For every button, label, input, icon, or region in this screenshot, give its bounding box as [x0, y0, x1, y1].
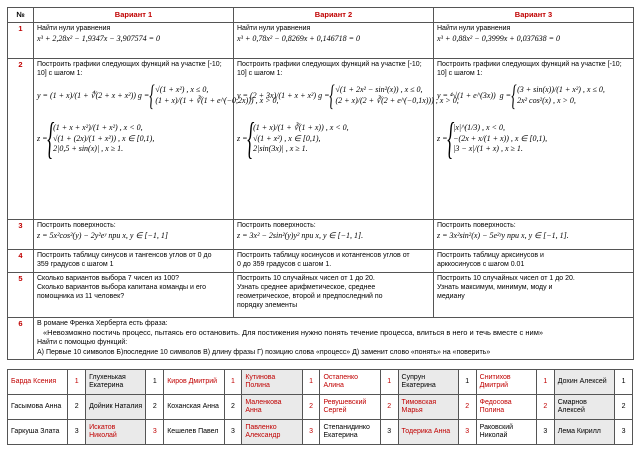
task-text: Построить графики следующих функций на участке [-10; 10] с шагом 1: — [237, 60, 422, 77]
task-number: 6 — [8, 317, 34, 359]
equation: x³ + 0,78x² − 0,8269x + 0,146718 = 0 — [237, 33, 361, 43]
student-variant: 3 — [224, 420, 242, 445]
g-label: g = — [318, 90, 330, 100]
task-number: 4 — [8, 249, 34, 272]
student-name: Гаркуша Злата — [8, 420, 68, 445]
student-name: Павленко Александр — [242, 420, 302, 445]
student-name: Супрун Екатерина — [398, 370, 458, 395]
z-case-3: 2|0,5 + sin(x)| , x ≥ 1. — [53, 144, 124, 154]
task6-subtasks: А) Первые 10 символов Б)последние 10 символов В) длину фразы Г) позицию слова «процесс» Д) заменит слово «понять» на «поверить» — [37, 348, 491, 356]
z-case-2: √(1 + x²) , x ∈ [0,1), — [253, 133, 321, 143]
student-row — [8, 370, 633, 395]
task-text: Найти нули уравнения — [437, 24, 511, 32]
z-label: z = — [37, 133, 48, 143]
y-formula: y = ⁴√(1 + e^(3x)) — [437, 90, 496, 100]
z-label: z = — [437, 133, 448, 143]
g-label: g = — [499, 90, 512, 100]
task5-v1 — [34, 272, 234, 317]
student-name: Смарнов Алексей — [554, 395, 614, 420]
student-name: Остапенко Алина — [320, 370, 380, 395]
g-case-2: (1 + x)/(1 + ∛(1 + e^(−0,2x))) , x > 0, — [155, 95, 279, 105]
student-row — [8, 395, 633, 420]
brace: { — [246, 113, 254, 163]
task1-v2 — [234, 22, 434, 58]
student-variant: 3 — [536, 420, 554, 445]
student-name: Барда Ксения — [8, 370, 68, 395]
task-number: 2 — [8, 58, 34, 219]
equation: x³ + 2,28x² − 1,9347x − 3,907574 = 0 — [37, 33, 161, 43]
task1-v1 — [34, 22, 234, 58]
task1-v3 — [434, 22, 634, 58]
z-case-1: |x|^(1/3) , x < 0, — [453, 122, 505, 132]
student-name: Федосова Полина — [476, 395, 536, 420]
student-name: Снитихов Дмитрий — [476, 370, 536, 395]
student-variant: 1 — [615, 370, 633, 395]
student-variant: 2 — [68, 395, 86, 420]
brace: { — [446, 113, 454, 163]
z-case-3: |3 − x|/(1 + x) , x ≥ 1. — [453, 144, 523, 154]
task-row-3 — [8, 219, 634, 249]
brace: { — [46, 113, 54, 163]
y-formula: y = (1 + x)/(1 + ∜(2 + x + x²)) — [37, 90, 136, 100]
student-name: Дохин Алексей — [554, 370, 614, 395]
header-variant-2: Вариант 2 — [234, 8, 434, 23]
student-variant: 2 — [536, 395, 554, 420]
student-variant: 2 — [146, 395, 164, 420]
header-row — [8, 8, 634, 23]
student-variant: 1 — [224, 370, 242, 395]
task-text: Найти нули уравнения — [237, 24, 311, 32]
task-line: 359 градусов с шагом 1 — [37, 260, 114, 268]
student-variant: 1 — [68, 370, 86, 395]
task-text: Построить графики следующих функций на участке [-10; 10] с шагом 1: — [37, 60, 222, 77]
task-line: помощника из 11 человек? — [37, 292, 125, 300]
z-case-2: −(2x + x/(1 + x)) , x ∈ [0,1), — [453, 133, 548, 143]
task-number: 5 — [8, 272, 34, 317]
task3-v3 — [434, 219, 634, 249]
student-name: Тимовская Марья — [398, 395, 458, 420]
student-name: Кутинова Полина — [242, 370, 302, 395]
task-line: геометрическое, второй и предпоследний по — [237, 292, 383, 300]
task-line: Построить 10 случайных чисел от 1 до 20. — [437, 274, 575, 282]
student-variant: 3 — [380, 420, 398, 445]
task-line: Узнать максимум, минимум, моду и — [437, 283, 553, 291]
z-case-2: √(1 + (2x)/(1 + x²)) , x ∈ [0,1), — [53, 133, 155, 143]
student-name: Раковский Николай — [476, 420, 536, 445]
student-name: Лема Кирилл — [554, 420, 614, 445]
student-variant: 1 — [536, 370, 554, 395]
student-name: Тодерика Анна — [398, 420, 458, 445]
student-variant: 3 — [458, 420, 476, 445]
task-line: порядку элементы — [237, 302, 298, 310]
task3-v1 — [34, 219, 234, 249]
task-line: медиану — [437, 292, 465, 300]
student-variant: 2 — [224, 395, 242, 420]
student-variant: 3 — [68, 420, 86, 445]
task-number: 1 — [8, 22, 34, 58]
assignment-table — [7, 7, 634, 360]
task-row-2 — [8, 58, 634, 219]
student-name: Искатов Николай — [86, 420, 146, 445]
task-text: Построить графики следующих функций на участке [-10; 10] с шагом 1: — [437, 60, 622, 77]
y-formula: y = (2 + 3x)/(1 + x + x²) — [237, 90, 317, 100]
z-case-3: 2|sin(3x)| , x ≥ 1. — [253, 144, 308, 154]
task5-v2 — [234, 272, 434, 317]
student-name: Дойник Наталия — [86, 395, 146, 420]
student-variant: 2 — [380, 395, 398, 420]
student-name: Маленкова Анна — [242, 395, 302, 420]
student-variant-grid — [7, 369, 633, 445]
student-variant: 2 — [615, 395, 633, 420]
z-case-1: (1 + x + x²)/(1 + x²) , x < 0, — [53, 122, 143, 132]
task-text: Построить поверхность: — [437, 221, 516, 229]
z-formula — [437, 113, 630, 163]
task-number: 3 — [8, 219, 34, 249]
z-formula — [37, 113, 230, 163]
task-line: Построить таблицу косинусов и котангенсов углов от — [237, 251, 410, 259]
z-case-1: (1 + x)/(1 + ∛(1 + x)) , x < 0, — [253, 122, 349, 132]
student-name: Степанидинко Екатерина — [320, 420, 380, 445]
task-line: арккосинусов с шагом 0.01 — [437, 260, 525, 268]
student-variant: 2 — [458, 395, 476, 420]
student-name: Киров Дмитрий — [164, 370, 224, 395]
equation: x³ + 0,88x² − 0,3999x + 0,037638 = 0 — [437, 33, 561, 43]
task6-text — [34, 317, 634, 359]
task-line: Построить 10 случайных чисел от 1 до 20. — [237, 274, 375, 282]
g-label: g = — [137, 90, 150, 100]
student-name: Гасымова Анна — [8, 395, 68, 420]
task-text: Построить поверхность: — [237, 221, 316, 229]
task-text: Построить поверхность: — [37, 221, 116, 229]
surface-formula: z = 3x²sin²(x) − 5e²ʸy при x, y ∈ [−1, 1]. — [437, 230, 569, 240]
y-g-formulas — [437, 78, 630, 112]
task6-instruction: Найти с помощью функций: — [37, 339, 128, 347]
task-line: Сколько вариантов выбора капитана команды и его — [37, 283, 207, 291]
header-variant-1: Вариант 1 — [34, 8, 234, 23]
task4-v1 — [34, 249, 234, 272]
student-variant: 3 — [615, 420, 633, 445]
student-row — [8, 420, 633, 445]
g-case-2: 2x² cos²(x) , x > 0, — [517, 95, 576, 105]
task-row-4 — [8, 249, 634, 272]
g-case-1: √(1 + x²) , x ≤ 0, — [155, 85, 209, 95]
task3-v2 — [234, 219, 434, 249]
student-name: Ревушевский Сергей — [320, 395, 380, 420]
student-variant: 1 — [146, 370, 164, 395]
student-variant: 1 — [302, 370, 320, 395]
student-name: Кешелев Павел — [164, 420, 224, 445]
task-line: Узнать среднее арифметическое, среднее — [237, 283, 376, 291]
brace: { — [329, 78, 336, 112]
surface-formula: z = 3x² − 2sin²(y)y² при x, y ∈ [−1, 1]. — [237, 230, 364, 240]
student-name: Глухенькая Екатерина — [86, 370, 146, 395]
header-num: № — [8, 8, 34, 23]
surface-formula: z = 5x²cos²(y) − 2y²eʸ при x, y ∈ [−1, 1] — [37, 230, 169, 240]
task2-v3 — [434, 58, 634, 219]
task-text: Найти нули уравнения — [37, 24, 111, 32]
g-case-1: (3 + sin(x))/(1 + x²) , x ≤ 0, — [517, 85, 605, 95]
task-row-5 — [8, 272, 634, 317]
task-row-1 — [8, 22, 634, 58]
task-row-6 — [8, 317, 634, 359]
student-variant: 3 — [146, 420, 164, 445]
task4-v2 — [234, 249, 434, 272]
task-line: Построить таблицу арксинусов и — [437, 251, 544, 259]
student-variant: 1 — [380, 370, 398, 395]
z-label: z = — [237, 133, 248, 143]
task6-quote: «Невозможно постичь процесс, пытаясь его остановить. Для постижения нужно понять течение процесса, влиться в него и течь вместе с ним» — [43, 328, 544, 338]
task-line: Сколько вариантов выбора 7 чисел из 100? — [37, 274, 180, 282]
task6-intro: В романе Френка Херберта есть фраза: — [37, 319, 168, 327]
brace: { — [511, 78, 517, 112]
student-variant: 2 — [302, 395, 320, 420]
task-line: 0 до 359 градусов с шагом 1. — [237, 260, 332, 268]
brace: { — [149, 78, 156, 112]
g-case-2: (2 + x)/(2 + ∛(2 + e^(−0,1x))) , x > 0, — [335, 95, 459, 105]
z-formula — [237, 113, 430, 163]
student-name: Коханская Анна — [164, 395, 224, 420]
student-variant: 3 — [302, 420, 320, 445]
student-variant: 1 — [458, 370, 476, 395]
g-case-1: √(1 + 2x² − sin²(x)) , x ≤ 0, — [335, 85, 423, 95]
header-variant-3: Вариант 3 — [434, 8, 634, 23]
task2-v2 — [234, 58, 459, 219]
task5-v3 — [434, 272, 634, 317]
task-line: Построить таблицу синусов и тангенсов углов от 0 до — [37, 251, 212, 259]
task4-v3 — [434, 249, 634, 272]
